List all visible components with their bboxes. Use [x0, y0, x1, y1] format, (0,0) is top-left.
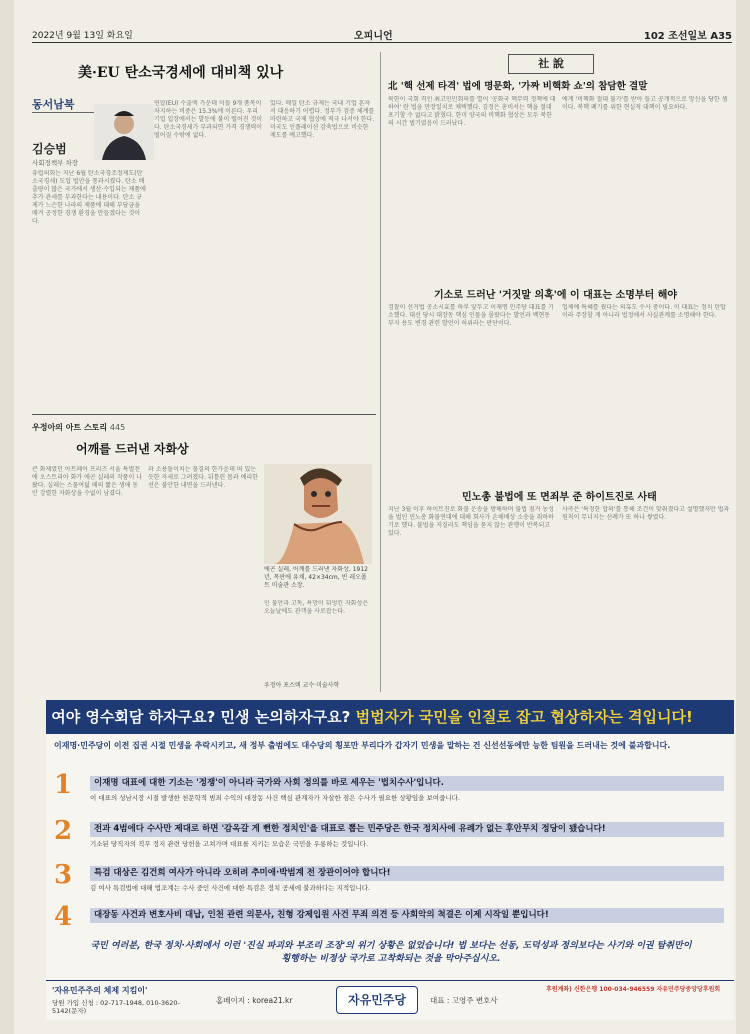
author-title: 사회정책부 차장	[32, 159, 79, 167]
ad-intro: 이재명·민주당이 이전 집권 시절 민생을 추락시키고, 새 정부 출범에도 대수당의 횡포만 부리다가 갑자기 민생을 말하는 건 신선선동에만 능한 팀원을 드러내는 것에 불과합니다.	[54, 741, 671, 750]
column-body-1: 유럽의회는 지난 6월 탄소국경조정제도(탄소국경세) 도입 법안을 통과시켰다. 탄소 배출량이 많은 국가에서 생산·수입되는 제품에 추가 관세를 부과한다는 내용이다. 탄소 규제가 느슨한 나라의 제품에 대해 부담금을 매겨 공정한 경쟁 환경을 만들겠다는 것이다.	[32, 170, 146, 225]
editorial-body-2: 에게 '비핵화 절대 불가'를 받아 들고 공개적으로 망신을 당한 셈이다. 북핵 폐기를 위한 현실적 대책이 필요하다.	[562, 96, 728, 111]
serial-body-3: 인 불안과 고독, 욕망이 뒤엉킨 자화상은 오늘날에도 관객을 사로잡는다.	[264, 600, 369, 615]
ad-item-body: 이 대표의 성남시장 시절 발생한 천문학적 범죄 수익의 대장동 사건 핵심 관계자가 자살한 점은 수사가 필요한 상황임을 보여줍니다.	[90, 794, 460, 802]
ad-representative: 대표 : 고영주 변호사	[430, 996, 498, 1005]
editorial-title-2: 기소로 드러난 '거짓말 의혹'에 이 대표는 소명부터 해야	[434, 290, 678, 301]
political-advertisement	[46, 700, 734, 1020]
column-label: 동서남북	[32, 98, 75, 111]
ad-item-number: 4	[54, 902, 73, 932]
schiele-self-portrait-image	[264, 464, 372, 564]
ad-footer	[46, 980, 734, 1021]
column-body-3: 있다. 매일 탄소 규제는 국내 기업 혼자서 대응하기 어렵다. 정부가 검증 체계를 마련하고 국제 협상에 적극 나서야 한다. 미국도 인플레이션 감축법으로 비슷한 제도를 예고했다.	[270, 100, 375, 139]
column-body-2: 연합(EU) 수출액 가운데 이들 9개 품목이 차지하는 비중은 15.3%에 이른다. 우리 기업 입장에서는 발등에 불이 떨어진 것이다. 탄소국경세가 부과되면 가격 경쟁력이 떨어질 수밖에 없다.	[154, 100, 263, 139]
editorial-body-1: 북한이 국회 격인 최고인민회의를 열어 '공화국 핵무력 정책에 대하여' 란 법을 만장일치로 채택했다. 김정은 총비서는 핵을 절대 포기할 수 없다고 밝혔다. 한미 양국의 비핵화 협상은 모두 북한의 시간 벌기였음이 드러났다.	[388, 96, 556, 127]
ad-homepage: 홈페이지 : korea21.kr	[216, 996, 293, 1005]
ad-footer-slogan: '자유민주주의 체제 지킴이'	[52, 986, 148, 995]
serial-caption: 에곤 실레, 어깨를 드러낸 자화상, 1912년, 목판에 유채, 42×34cm, 빈 레오폴트 미술관 소장.	[264, 566, 368, 589]
serial-label: 우정아의 아트 스토리 445	[32, 423, 126, 432]
ad-account: 후원계좌) 신한은행 100-034-946559 자유민주당중앙당후원회	[546, 986, 721, 993]
ad-title: 여야 영수회담 하자구요? 민생 논의하자구요? 범법자가 국민을 인질로 잡고 협상하자는 격입니다!	[46, 700, 734, 734]
ad-item-body: 김 여사 특검법에 대해 법조계는 수사 중인 사건에 대한 특검은 정치 공세에 불과하다는 지적입니다.	[90, 884, 371, 892]
editorial-title-1: 北 '핵 선제 타격' 법에 명문화, '가짜 비핵화 쇼'의 참담한 결말	[388, 81, 648, 92]
serial-body-2: 과 소용돌이치는 물결의 한가운데 떠 있는 듯한 자세로 그려졌다. 뒤틀린 몸과 예리한 선은 불안한 내면을 드러낸다.	[148, 466, 258, 489]
header-section: 오피니언	[354, 31, 393, 42]
ad-item-number: 1	[54, 770, 73, 800]
ad-item-headline: 대장동 사건과 변호사비 대납, 인천 관련 의문사, 친형 강제입원 사건 무죄 의견 등 사회악의 척결은 이제 시작일 뿐입니다!	[90, 908, 724, 923]
party-logo: 자유민주당	[336, 986, 418, 1014]
editorial-title-3: 민노총 불법에 또 면죄부 준 하이트진로 사태	[462, 492, 657, 503]
editorial-body-3: 검찰이 선거법 공소시효를 하루 앞두고 이재명 민주당 대표를 기소했다. 대선 당시 대장동 핵심 인물을 몰랐다는 발언과 백현동 부지 용도 변경 관련 발언이 허위라는 판단이다.	[388, 304, 554, 327]
header-page: 102 조선일보 A35	[643, 31, 732, 42]
ad-closing: 국민 여러분, 한국 정치·사회에서 이런 '진실 파괴와 부조리 조장'의 위기 상황은 없었습니다! 법 보다는 선동, 도덕성과 정의보다는 사기와 이권 탐취만이 횡행하는 비정상 국가로 고착화되는 것을 막아주십시오.	[90, 941, 692, 964]
serial-body-1: 큰 화제였던 아트페어 프리즈 서울 특별전에 오스트리아 화가 에곤 실레의 작품이 나왔다. 실레는 스물여덟 해의 짧은 생애 동안 강렬한 자화상을 수없이 남겼다.	[32, 466, 142, 497]
editorial-body-6: 사측은 '특정한 합의'를 통해 조건이 맞춰졌다고 설명했지만 법과 원칙이 무너지는 선례가 또 하나 쌓였다.	[562, 506, 730, 521]
newspaper-page	[14, 0, 736, 1034]
page-header	[32, 26, 732, 43]
ad-item-headline: 전과 4범에다 수사만 제대로 하면 '감옥갈 게 뻔한 정치인'을 대표로 뽑는 민주당은 한국 정치사에 유례가 없는 후안무치 정당이 됐습니다!	[90, 822, 724, 837]
header-date: 2022년 9월 13일 화요일	[32, 31, 133, 41]
ad-footer-contact: 당원 가입 신청 : 02-717-1948, 010-3620-5142(문자)	[52, 999, 180, 1015]
author-name: 김승범	[32, 142, 67, 156]
editorial-tag: 社 說	[508, 54, 594, 74]
column-headline: 美·EU 탄소국경세에 대비책 있나	[78, 65, 284, 81]
editorial-body-5: 지난 3월 이후 하이트진로 화물 운송을 방해하며 불법 점거 농성을 벌인 민노총 화물연대에 대해 회사가 손해배상 소송을 취하하기로 했다. 불법을 저질러도 책임을 묻지 않는 관행이 반복되고 있다.	[388, 506, 554, 537]
serial-caption-author: 우정아 포스텍 교수·미술사학	[264, 682, 340, 689]
ad-item-body: 기소된 당직자의 직무 정지 관련 당헌을 고쳐가며 대표를 지키는 모습은 국민을 우롱하는 것입니다.	[90, 840, 369, 848]
ad-item-headline: 이재명 대표에 대한 기소는 '정쟁'이 아니라 국가와 사회 정의를 바로 세우는 '법치수사'입니다.	[90, 776, 724, 791]
editorial-body-4: 업체에 특혜를 줬다는 의혹도 수사 중이다. 이 대표는 정치 탄압이라 주장할 게 아니라 법정에서 사실관계를 소명해야 한다.	[562, 304, 726, 319]
author-photo	[94, 104, 154, 160]
serial-title: 어깨를 드러낸 자화상	[76, 442, 189, 456]
ad-item-number: 2	[54, 816, 73, 846]
ad-item-number: 3	[54, 860, 73, 890]
ad-item-headline: 특검 대상은 김건희 여사가 아니라 오히려 추미애·박범계 전 장관이어야 합니다!	[90, 866, 724, 881]
